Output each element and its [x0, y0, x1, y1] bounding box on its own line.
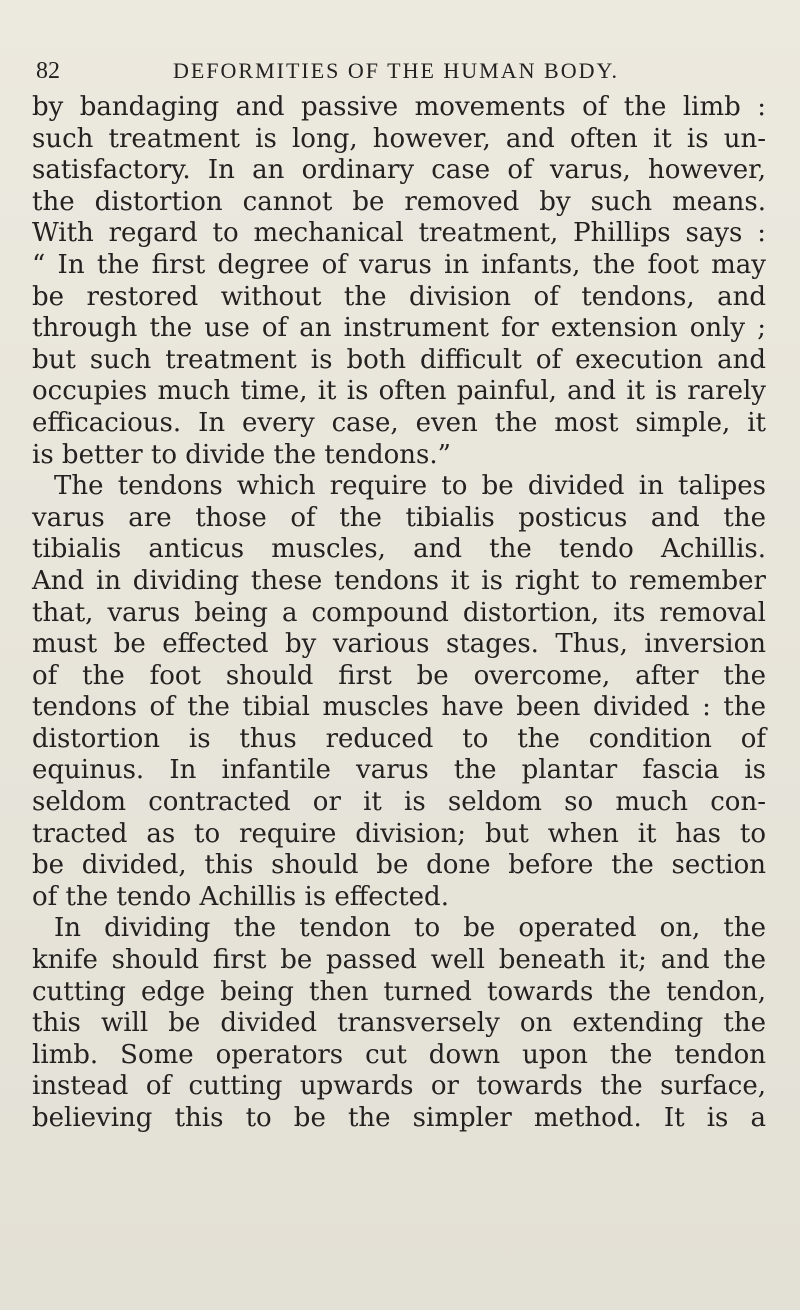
text-line: satisfactory. In an ordinary case of varus, however,	[32, 155, 766, 186]
text-line: equinus. In infantile varus the plantar fascia is	[32, 755, 766, 786]
text-line: but such treatment is both difficult of execution and	[32, 344, 766, 375]
text-line: through the use of an instrument for extension only ;	[32, 313, 766, 344]
text-line: tracted as to require division; but when it has to	[32, 818, 766, 849]
text-line: instead of cutting upwards or towards the surface,	[32, 1071, 766, 1102]
text-line: believing this to be the simpler method. It is a	[32, 1103, 766, 1133]
text-line: of the tendo Achillis is effected.	[32, 881, 449, 912]
text-line: varus are those of the tibialis posticus and the	[32, 502, 766, 533]
text-line: And in dividing these tendons it is right to remember	[32, 565, 766, 596]
text-line: efficacious. In every case, even the most simple, it	[32, 407, 766, 438]
text-line: occupies much time, it is often painful, and it is rarely	[32, 376, 766, 407]
text-line: must be effected by various stages. Thus, inversion	[32, 629, 766, 660]
text-line: the distortion cannot be removed by such means.	[32, 186, 766, 217]
text-line: seldom contracted or it is seldom so much con-	[32, 787, 766, 818]
text-line: is better to divide the tendons.”	[32, 439, 451, 470]
page-number: 82	[36, 58, 60, 84]
text-line: by bandaging and passive movements of the limb :	[32, 92, 766, 122]
text-line: that, varus being a compound distortion, its removal	[32, 597, 766, 628]
text-line: this will be divided transversely on extending the	[32, 1008, 766, 1039]
text-line: In dividing the tendon to be operated on, the	[54, 913, 766, 944]
text-line: tibialis anticus muscles, and the tendo Achillis.	[32, 534, 766, 565]
text-line: be restored without the division of tendons, and	[32, 281, 766, 312]
text-line: be divided, this should be done before the section	[32, 850, 766, 881]
text-line: distortion is thus reduced to the condition of	[32, 723, 766, 754]
text-line: With regard to mechanical treatment, Phillips says :	[32, 218, 766, 249]
text-line: tendons of the tibial muscles have been divided : the	[32, 692, 766, 723]
text-line: knife should first be passed well beneath it; and the	[32, 945, 766, 976]
text-line: The tendons which require to be divided in talipes	[54, 471, 766, 502]
text-line: of the foot should first be overcome, after the	[32, 660, 766, 691]
text-line: cutting edge being then turned towards the tendon,	[32, 976, 766, 1007]
text-line: “ In the first degree of varus in infants, the foot may	[32, 249, 766, 280]
body-text	[32, 92, 766, 1135]
text-line: such treatment is long, however, and often it is un-	[32, 123, 766, 154]
text-line: limb. Some operators cut down upon the tendon	[32, 1039, 766, 1070]
page-header	[36, 58, 756, 92]
running-title: DEFORMITIES OF THE HUMAN BODY.	[172, 58, 620, 83]
